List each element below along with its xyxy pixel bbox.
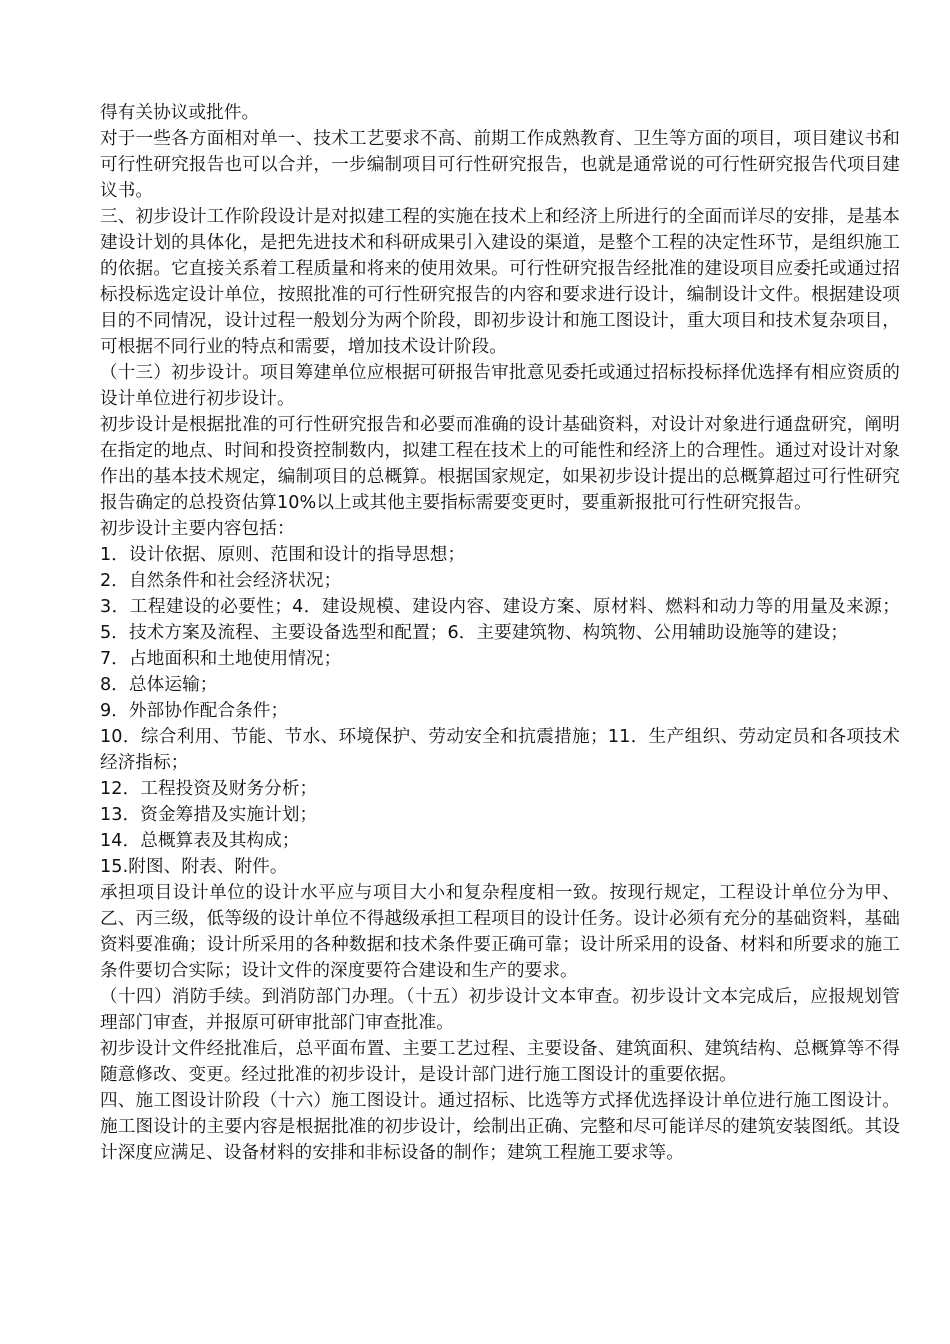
- paragraph-item-13: （十三）初步设计。项目筹建单位应根据可研报告审批意见委托或通过招标投标择优选择有相应资质的设计单位进行初步设计。: [100, 363, 900, 409]
- list-item: 1．设计依据、原则、范围和设计的指导思想；: [100, 545, 466, 565]
- list-item: 2．自然条件和社会经济状况；: [100, 571, 342, 591]
- list-item: 9．外部协作配合条件；: [100, 701, 289, 721]
- list-item: 14．总概算表及其构成；: [100, 831, 300, 851]
- paragraph-items-14-15: （十四）消防手续。到消防部门办理。（十五）初步设计文本审查。初步设计文本完成后，应报规划管理部门审查，并报原可研审批部门审查批准。: [100, 987, 900, 1033]
- paragraph-section-three: 三、初步设计工作阶段设计是对拟建工程的实施在技术上和经济上所进行的全面而详尽的安排，是基本建设计划的具体化，是把先进技术和科研成果引入建设的渠道，是整个工程的决定性环节，是组织施工的依据。它直接关系着工程质量和将来的使用效果。可行性研究报告经批准的建设项目应委托或通过招标投标选定设计单位，按照批准的可行性研究报告的内容和要求进行设计，编制设计文件。根据建设项目的不同情况，设计过程一般划分为两个阶段，即初步设计和施工图设计，重大项目和技术复杂项目，可根据不同行业的特点和需要，增加技术设计阶段。: [100, 207, 900, 357]
- paragraph-section-four: 四、施工图设计阶段（十六）施工图设计。通过招标、比选等方式择优选择设计单位进行施工图设计。施工图设计的主要内容是根据批准的初步设计，绘制出正确、完整和尽可能详尽的建筑安装图纸。其设计深度应满足、设备材料的安排和非标设备的制作；建筑工程施工要求等。: [100, 1091, 900, 1163]
- list-item: 10．综合利用、节能、节水、环境保护、劳动安全和抗震措施；11．生产组织、劳动定员和各项技术经济指标；: [100, 727, 900, 773]
- list-item: 13．资金筹措及实施计划；: [100, 805, 318, 825]
- paragraph-merge-rule: 对于一些各方面相对单一、技术工艺要求不高、前期工作成熟教育、卫生等方面的项目，项目建议书和可行性研究报告也可以合并，一步编制项目可行性研究报告，也就是通常说的可行性研究报告代项目建议书。: [100, 129, 900, 201]
- list-item: 12．工程投资及财务分析；: [100, 779, 318, 799]
- paragraph-approval: 初步设计文件经批准后，总平面布置、主要工艺过程、主要设备、建筑面积、建筑结构、总概算等不得随意修改、变更。经过批准的初步设计，是设计部门进行施工图设计的重要依据。: [100, 1039, 900, 1085]
- paragraph-continuation: 得有关协议或批件。: [100, 103, 260, 123]
- list-item: 15.附图、附表、附件。: [100, 857, 288, 877]
- document-page: [100, 100, 900, 1166]
- paragraph-preliminary-design: 初步设计是根据批准的可行性研究报告和必要而准确的设计基础资料，对设计对象进行通盘研究，阐明在指定的地点、时间和投资控制数内，拟建工程在技术上的可能性和经济上的合理性。通过对设计对象作出的基本技术规定，编制项目的总概算。根据国家规定，如果初步设计提出的总概算超过可行性研究报告确定的总投资估算10%以上或其他主要指标需要变更时，要重新报批可行性研究报告。: [100, 415, 900, 513]
- paragraph-design-unit: 承担项目设计单位的设计水平应与项目大小和复杂程度相一致。按现行规定，工程设计单位分为甲、乙、丙三级，低等级的设计单位不得越级承担工程项目的设计任务。设计必须有充分的基础资料，基础资料要准确；设计所采用的各种数据和技术条件要正确可靠；设计所采用的设备、材料和所要求的施工条件要切合实际；设计文件的深度要符合建设和生产的要求。: [100, 883, 900, 981]
- list-item: 7．占地面积和土地使用情况；: [100, 649, 342, 669]
- paragraph-contents-heading: 初步设计主要内容包括：: [100, 519, 295, 539]
- list-item: 3．工程建设的必要性；4．建设规模、建设内容、建设方案、原材料、燃料和动力等的用量及来源；5．技术方案及流程、主要设备选型和配置；6．主要建筑物、构筑物、公用辅助设施等的建设；: [100, 597, 900, 643]
- list-item: 8．总体运输；: [100, 675, 218, 695]
